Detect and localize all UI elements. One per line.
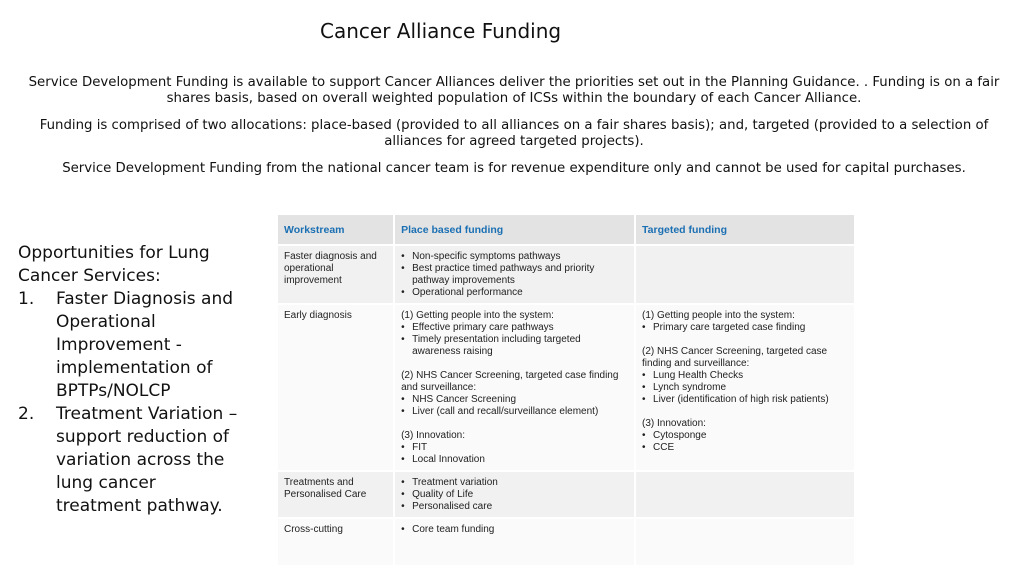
list-item: • Cytosponge [642,430,707,441]
list-item: • Primary care targeted case finding [642,322,806,333]
item-number: 2. [18,404,35,424]
list-item: • FIT [401,442,428,453]
subheading: (3) Innovation: [642,418,706,429]
subheading: (1) Getting people into the system: [401,310,554,321]
header-workstream: Workstream [278,215,394,245]
opportunities-list [18,288,243,518]
list-item: • Quality of Life [401,489,474,500]
list-item: • Core team funding [401,524,495,535]
targeted-cell [635,304,854,471]
item-number: 1. [18,289,35,309]
subheading: (1) Getting people into the system: [642,310,795,321]
place-cell [394,245,635,304]
list-item: • Lynch syndrome [642,382,727,393]
intro-paragraph-2: Funding is comprised of two allocations: place-based (provided to all alliances on a fair shares basis); and, targeted (provided to a selection of alliances for agreed targeted projects). [39,118,989,149]
list-item: • NHS Cancer Screening [401,394,517,405]
table-row [278,518,854,565]
list-item: • Effective primary care pathways [401,322,554,333]
targeted-cell [635,471,854,518]
list-item: • Non-specific symptoms pathways [401,251,561,262]
opportunity-item [18,403,243,518]
subheading: (2) NHS Cancer Screening, targeted case finding and surveillance: [401,370,619,393]
page-title: Cancer Alliance Funding [320,19,562,43]
targeted-cell [635,518,854,565]
table-row [278,245,854,304]
place-cell [394,471,635,518]
list-item: • Treatment variation [401,477,498,488]
header-place-based: Place based funding [394,215,635,245]
intro-paragraph-1: Service Development Funding is available to support Cancer Alliances deliver the priorities set out in the Planning Guidance. . Funding is on a fair shares basis, based on overall weighted population of ICSs within the boundary of each Cancer Alliance. [28,75,1000,106]
list-item: • Best practice timed pathways and priority pathway improvements [401,263,595,286]
list-item: • CCE [642,442,675,453]
table-row [278,471,854,518]
workstream-cell: Cross-cutting [278,518,394,565]
list-item: • Liver (call and recall/surveillance element) [401,406,599,417]
list-item: • Local Innovation [401,454,485,465]
table-row [278,304,854,471]
workstream-cell: Faster diagnosis and operational improvement [278,245,394,304]
item-text: Faster Diagnosis and Operational Improvement - implementation of BPTPs/NOLCP [56,289,234,401]
subheading: (3) Innovation: [401,430,466,441]
place-cell [394,518,635,565]
list-item: • Liver (identification of high risk patients) [642,394,829,405]
funding-table [278,215,854,565]
list-item: • Timely presentation including targeted awareness raising [401,334,581,357]
opportunities-heading: Opportunities for Lung Cancer Services: [18,243,210,286]
opportunities-section [18,242,243,518]
workstream-cell: Early diagnosis [278,304,394,471]
workstream-cell: Treatments and Personalised Care [278,471,394,518]
targeted-cell [635,245,854,304]
table-header-row [278,215,854,245]
list-item: • Personalised care [401,501,493,512]
intro-paragraph-3: Service Development Funding from the national cancer team is for revenue expenditure only and cannot be used for capital purchases. [62,161,966,176]
place-cell [394,304,635,471]
subheading: (2) NHS Cancer Screening, targeted case finding and surveillance: [642,346,828,369]
header-targeted: Targeted funding [635,215,854,245]
list-item: • Lung Health Checks [642,370,744,381]
list-item: • Operational performance [401,287,523,298]
item-text: Treatment Variation – support reduction of variation across the lung cancer treatment pathway. [56,404,238,516]
opportunity-item [18,288,243,403]
